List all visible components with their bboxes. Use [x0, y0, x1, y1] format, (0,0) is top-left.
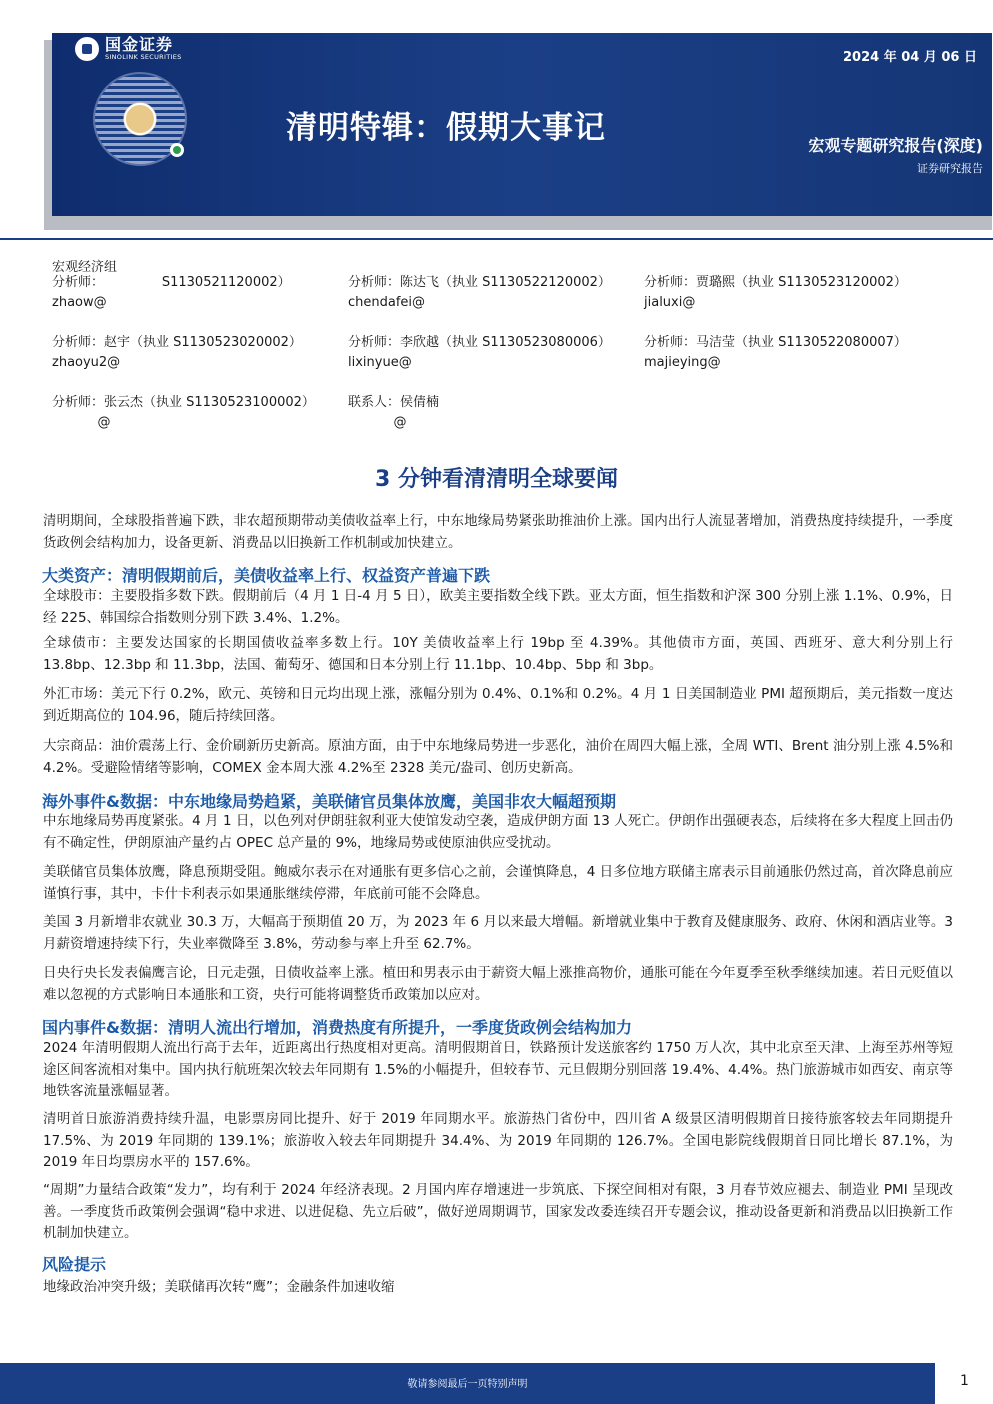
analyst-email: jialuxi@ [644, 295, 696, 310]
paragraph-mideast: 中东地缘局势再度紧张。4 月 1 日，以色列对伊朗驻叙利亚大使馆发动空袭，造成伊朗方面 13 人死亡。伊朗作出强硬表态，后续将在多大程度上回击仍有不确定性，伊朗原油产量约占 OPEC 总产量的 9%，地缘局势或使原油供应受扰动。 [43, 813, 953, 851]
paragraph-travel: 2024 年清明假期人流出行高于去年，近距离出行热度相对更高。清明假期首日，铁路预计发送旅客约 1750 万人次，其中北京至天津、上海至苏州等短途区间客流相对集中。国内执行航班架次较去年同期有 1.5%的小幅提升，但较春节、元旦假期分别回落 19.4%、4.4%。热门旅游城市如西安、南京等地铁客流量涨幅显著。 [43, 1040, 953, 1099]
logo-en: SINOLINK SECURITIES [105, 53, 182, 61]
analyst-block [644, 333, 907, 373]
analyst-line: 分析师：李欣越（执业 S1130523080006） [348, 335, 611, 350]
analyst-line: 分析师：贾璐熙（执业 S1130523120002） [644, 275, 907, 290]
section-heading-assets: 大类资产：清明假期前后，美债收益率上行、权益资产普遍下跌 [42, 566, 491, 585]
analyst-block [348, 273, 611, 313]
risk-heading: 风险提示 [42, 1255, 107, 1274]
paragraph-consumption: 清明首日旅游消费持续升温，电影票房同比提升、好于 2019 年同期水平。旅游热门省份中，四川省 A 级景区清明假期首日接待旅客较去年同期提升 17.5%、为 2019 年同期的 139.1%；旅游收入较去年同期提升 34.4%、为 2019 年同期的 126.7%。全国电影院线假期首日同比增长 87.1%，为 2019 年日均票房水平的 157.6%。 [43, 1111, 953, 1170]
analyst-email: lixinyue@ [348, 355, 412, 370]
paragraph-stocks: 全球股市：主要股指多数下跌。假期前后（4 月 1 日-4 月 5 日），欧美主要指数全线下跌。亚太方面，恒生指数和沪深 300 分别上涨 1.1%、0.9%，日经 225、韩国综合指数则分别下跌 3.4%、1.2%。 [43, 588, 953, 626]
footer-notice: 敬请参阅最后一页特别声明 [407, 1379, 528, 1390]
analyst-email: zhaow@ [52, 295, 107, 310]
analyst-email: @ [52, 415, 111, 430]
report-title: 清明特辑：假期大事记 [286, 110, 606, 146]
main-heading: 3 分钟看清清明全球要闻 [375, 467, 618, 492]
paragraph-fed: 美联储官员集体放鹰，降息预期受阻。鲍威尔表示在对通胀有更多信心之前，会谨慎降息，4 日多位地方联储主席表示目前通胀仍然过高，首次降息前应谨慎行事，其中，卡什卡利表示如果通胀继续停滞，年底前可能不会降息。 [43, 864, 953, 902]
report-date: 2024 年 04 月 06 日 [843, 50, 977, 65]
analyst-block [644, 273, 907, 313]
analyst-block [52, 273, 291, 313]
analyst-line: 分析师：马洁莹（执业 S1130522080007） [644, 335, 907, 350]
analyst-email: majieying@ [644, 355, 721, 370]
report-sub-type: 证券研究报告 [917, 162, 983, 175]
header-divider [0, 238, 993, 240]
analyst-line: 分析师：张云杰（执业 S1130523100002） [52, 395, 315, 410]
logo-mark-icon [75, 37, 99, 61]
section-heading-domestic: 国内事件&数据：清明人流出行增加，消费热度有所提升，一季度货政例会结构加力 [42, 1018, 632, 1037]
company-logo [75, 36, 182, 62]
analyst-block [348, 393, 439, 433]
paragraph-commodities: 大宗商品：油价震荡上行、金价刷新历史新高。原油方面，由于中东地缘局势进一步恶化，油价在周四大幅上涨，全周 WTI、Brent 油分别上涨 4.5%和 4.2%。受避险情绪等影响，COMEX 金本周大涨 4.2%至 2328 美元/盎司、创历史新高。 [43, 738, 953, 776]
paragraph-bonds: 全球债市：主要发达国家的长期国债收益率多数上行。10Y 美债收益率上行 19bp 至 4.39%。其他债市方面，英国、西班牙、意大利分别上行 13.8bp、12.3bp 和 11.3bp，法国、葡萄牙、德国和日本分别上行 11.1bp、10.4bp、5bp 和 3bp。 [43, 635, 953, 673]
paragraph-boj: 日央行央长发表偏鹰言论，日元走强，日债收益率上涨。植田和男表示由于薪资大幅上涨推高物价，通胀可能在今年夏季至秋季继续加速。若日元贬值以难以忽视的方式影响日本通胀和工资，央行可能将调整货币政策加以应对。 [43, 965, 953, 1003]
analyst-line: 联系人：侯倩楠 [348, 395, 440, 410]
intro-paragraph: 清明期间，全球股指普遍下跌，非农超预期带动美债收益率上行，中东地缘局势紧张助推油价上涨。国内出行人流显著增加，消费热度持续提升，一季度货政例会结构加力，设备更新、消费品以旧换新工作机制或加快建立。 [43, 513, 953, 551]
analyst-line: 分析师：陈达飞（执业 S1130522120002） [348, 275, 611, 290]
analyst-block [52, 393, 315, 433]
analyst-email: chendafei@ [348, 295, 426, 310]
analyst-line: 分析师：赵宇（执业 S1130523020002） [52, 335, 302, 350]
team-label: 宏观经济组 [52, 260, 118, 275]
analyst-block [348, 333, 611, 373]
risk-text: 地缘政治冲突升级；美联储再次转“鹰”；金融条件加速收缩 [43, 1279, 395, 1295]
analyst-block [52, 333, 302, 373]
paragraph-policy: “周期”力量结合政策“发力”，均有利于 2024 年经济表现。2 月国内库存增速进一步筑底、下探空间相对有限，3 月春节效应褪去、制造业 PMI 呈现改善。一季度货币政策例会强调“稳中求进、以进促稳、先立后破”，做好逆周期调节，国家发改委连续召开专题会议，推动设备更新和消费品以旧换新工作机制加快建立。 [43, 1182, 953, 1241]
report-type: 宏观专题研究报告(深度) [808, 136, 983, 155]
page-number: 1 [960, 1373, 969, 1389]
analyst-line: 分析师： S1130521120002） [52, 275, 291, 290]
analyst-email: zhaoyu2@ [52, 355, 121, 370]
section-heading-overseas: 海外事件&数据：中东地缘局势趋紧，美联储官员集体放鹰，美国非农大幅超预期 [42, 792, 616, 811]
wechat-icon [170, 143, 184, 157]
logo-cn: 国金证券 [105, 35, 174, 54]
paragraph-fx: 外汇市场：美元下行 0.2%，欧元、英镑和日元均出现上涨，涨幅分别为 0.4%、0.1%和 0.2%。4 月 1 日美国制造业 PMI 超预期后，美元指数一度达到近期高位的 104.96，随后持续回落。 [43, 686, 953, 724]
paragraph-nonfarm: 美国 3 月新增非农就业 30.3 万，大幅高于预期值 20 万，为 2023 年 6 月以来最大增幅。新增就业集中于教育及健康服务、政府、休闲和酒店业等。3 月薪资增速持续下行，失业率微降至 3.8%，劳动参与率上升至 62.7%。 [43, 914, 953, 952]
analyst-email: @ [348, 415, 407, 430]
qr-center-logo-icon [124, 103, 156, 135]
